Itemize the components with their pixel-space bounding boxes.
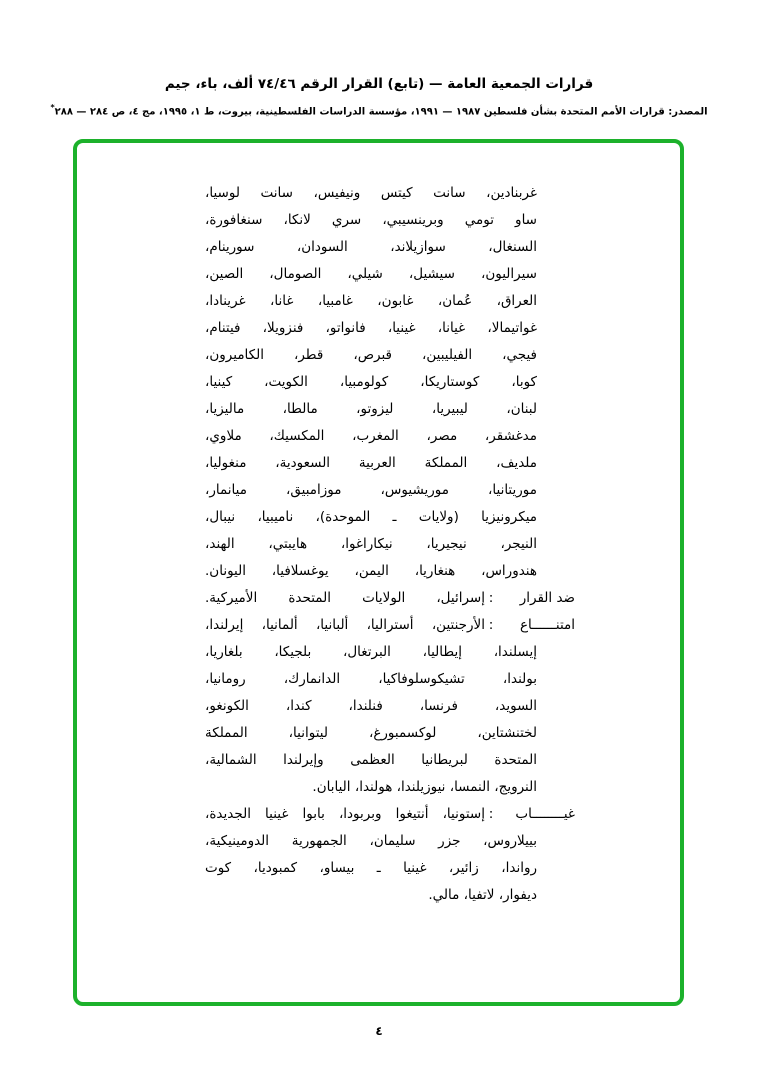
vote-countries-line: غواتيمالا، غيانا، غينيا، فانواتو، فنزويلا، فيتنام، bbox=[205, 320, 537, 336]
vote-countries-line: ديفوار، لاتفيا، مالي. bbox=[428, 887, 537, 903]
vote-countries-line: فيجي، الفيليبين، قبرص، قطر، الكاميرون، bbox=[205, 347, 537, 363]
vote-countries-line: رواندا، زائير، غينيا ـ بيساو، كمبوديا، كوت bbox=[205, 860, 537, 876]
source-citation bbox=[0, 100, 758, 120]
vote-countries-line: غربنادين، سانت كيتس ونيفيس، سانت لوسيا، bbox=[205, 185, 537, 201]
vote-countries-line: ميكرونيزيا (ولايات ـ الموحدة)، ناميبيا، نيبال، bbox=[205, 509, 537, 525]
vote-countries-line: هندوراس، هنغاريا، اليمن، يوغسلافيا، اليونان. bbox=[205, 563, 537, 579]
vote-text-block bbox=[205, 180, 575, 909]
vote-countries-line: كوبا، كوستاريكا، كولومبيا، الكويت، كينيا، bbox=[205, 374, 537, 390]
vote-countries-line: إيسلندا، إيطاليا، البرتغال، بلجيكا، بلغاريا، bbox=[205, 644, 537, 660]
page-number: ٤ bbox=[375, 1024, 383, 1038]
vote-label-colon: : bbox=[488, 590, 494, 606]
vote-countries-line: بييلاروس، جزر سليمان، الجمهورية الدومينيكية، bbox=[205, 833, 537, 849]
page-title: قرارات الجمعية العامة — (تابع) القرار الرقم ٧٤/٤٦ ألف، باء، جيم bbox=[164, 76, 594, 92]
vote-countries-line: السويد، فرنسا، فنلندا، كندا، الكونغو، bbox=[205, 698, 537, 714]
vote-countries-line: النيجر، نيجيريا، نيكاراغوا، هايبتي، الهند، bbox=[205, 536, 537, 552]
vote-section-row-abstain bbox=[205, 612, 575, 639]
vote-countries-line: لختنشتاين، لوكسمبورغ، ليتوانيا، المملكة bbox=[205, 725, 537, 741]
green-frame bbox=[73, 139, 684, 1006]
vote-countries-line: سيراليون، سيشيل، شيلي، الصومال، الصين، bbox=[205, 266, 537, 282]
vote-countries-line: لبنان، ليبيريا، ليزوتو، مالطا، ماليزيا، bbox=[205, 401, 537, 417]
vote-countries-line: مدغشقر، مصر، المغرب، المكسيك، ملاوي، bbox=[205, 428, 537, 444]
vote-countries-line: العراق، عُمان، غابون، غامبيا، غانا، غرينادا، bbox=[205, 293, 537, 309]
vote-countries-line: الأرجنتين، أستراليا، ألبانيا، ألمانيا، إيرلندا، bbox=[205, 617, 485, 633]
vote-label-colon: : bbox=[488, 617, 494, 633]
vote-countries-line: ملديف، المملكة العربية السعودية، منغوليا، bbox=[205, 455, 537, 471]
vote-countries-line: المتحدة لبريطانيا العظمى وإيرلندا الشمالية، bbox=[205, 752, 537, 768]
vote-countries-line: ساو تومي وبرينسيبي، سري لانكا، سنغافورة، bbox=[205, 212, 537, 228]
source-citation-text: المصدر: قرارات الأمم المتحدة بشأن فلسطين ١٩٨٧ — ١٩٩١، مؤسسة الدراسات الفلسطينية، بيروت، ط ١، ١٩٩٥، مج ٤، ص ٢٨٤ — ٢٨٨ bbox=[54, 106, 708, 118]
vote-section-row-absent bbox=[205, 801, 575, 828]
vote-countries-line: النرويج، النمسا، نيوزيلندا، هولندا، اليابان. bbox=[312, 779, 537, 795]
vote-section-row-against bbox=[205, 585, 575, 612]
vote-countries-line: السنغال، سوازيلاند، السودان، سورينام، bbox=[205, 239, 537, 255]
vote-label-colon: : bbox=[488, 806, 494, 822]
vote-label-against: ضد القرار bbox=[519, 590, 575, 606]
vote-label-absent: غيــــــــاب bbox=[515, 806, 575, 822]
vote-countries-line: بولندا، تشيكوسلوفاكيا، الدانمارك، رومانيا، bbox=[205, 671, 537, 687]
footnote-asterisk: * bbox=[50, 103, 55, 112]
vote-countries-line: موريتانيا، موريشيوس، موزامبيق، ميانمار، bbox=[205, 482, 537, 498]
vote-countries-line: إستونيا، أنتيغوا وبربودا، بابوا غينيا الجديدة، bbox=[205, 806, 485, 822]
vote-label-abstain: امتنــــــاع bbox=[519, 617, 575, 633]
vote-countries-line: إسرائيل، الولايات المتحدة الأميركية. bbox=[205, 590, 485, 606]
